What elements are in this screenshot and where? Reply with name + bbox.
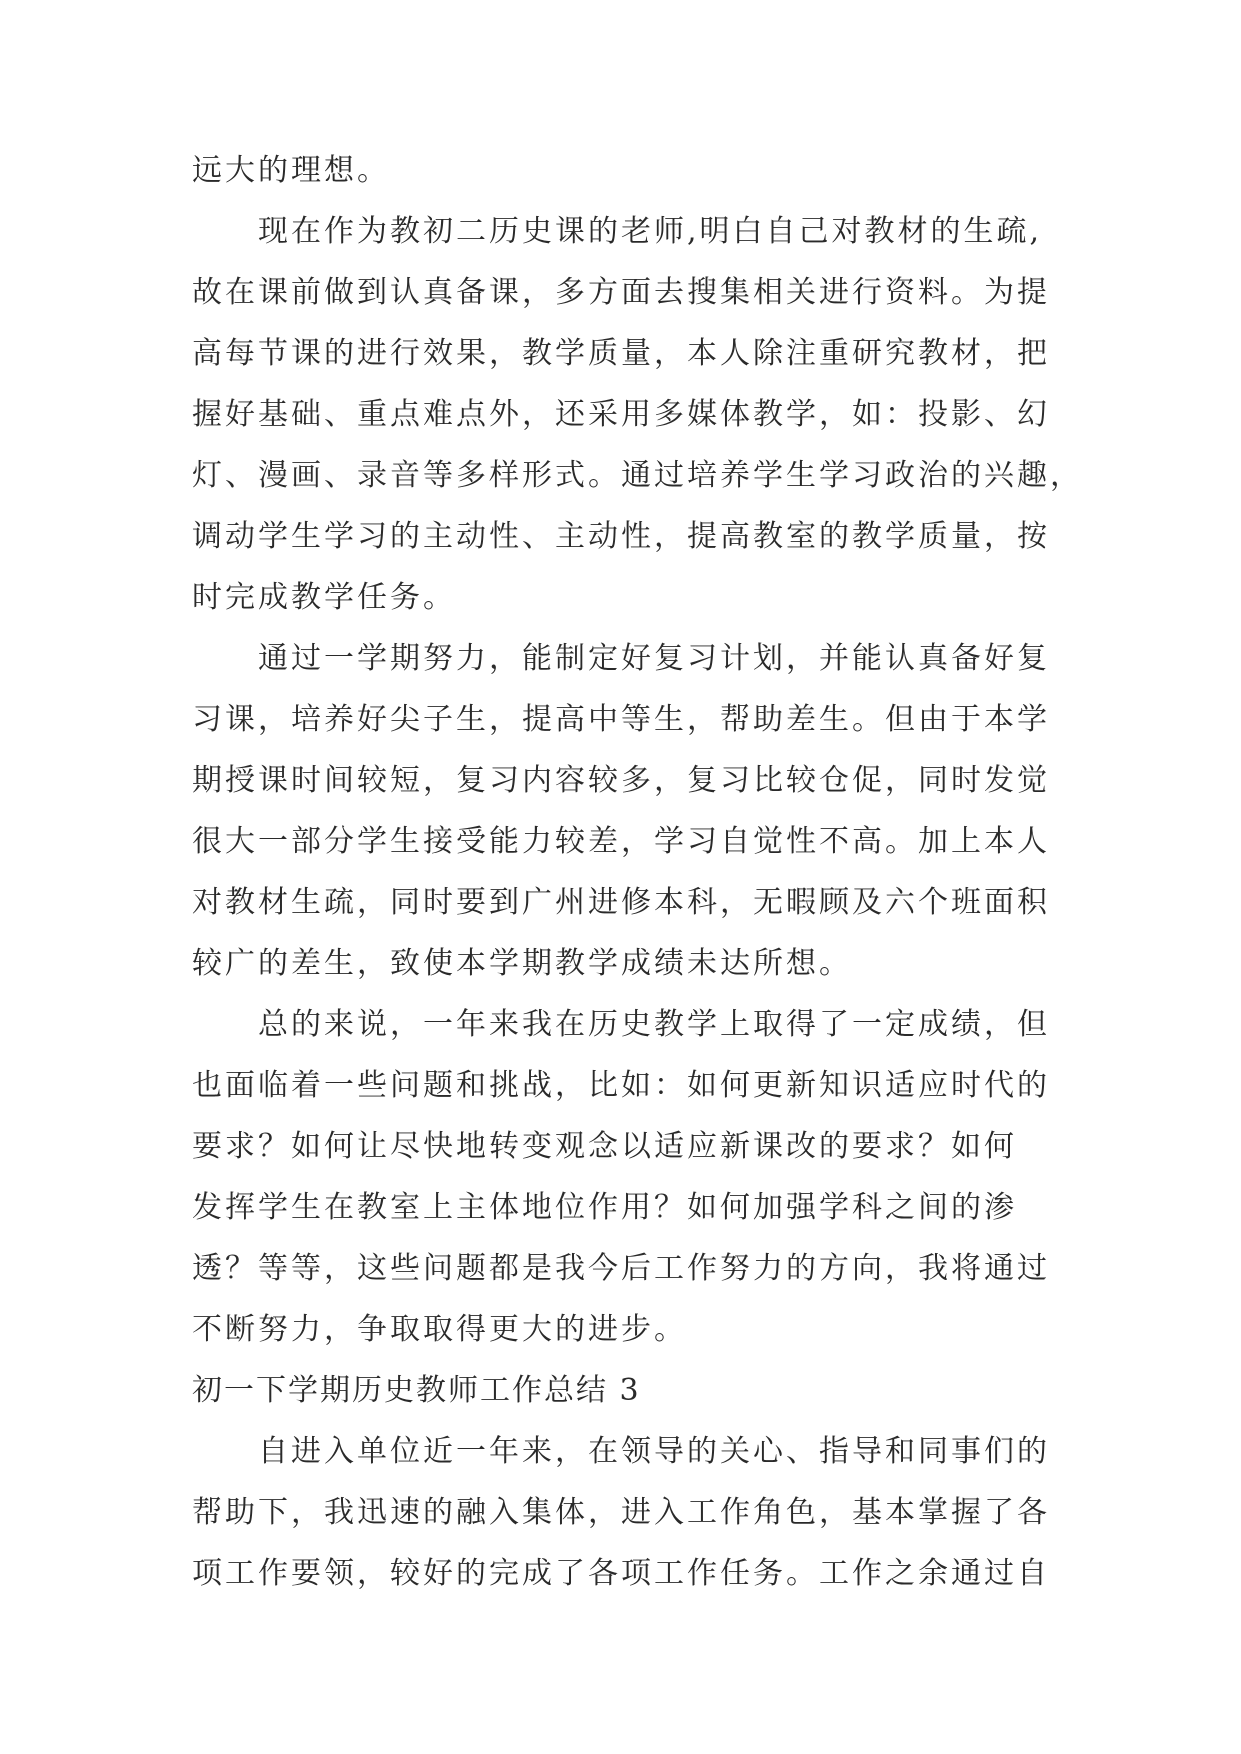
paragraph-line: 对教材生疏，同时要到广州进修本科，无暇顾及六个班面积 <box>192 885 1050 920</box>
paragraph-4 <box>192 994 1082 1360</box>
section-heading: 初一下学期历史教师工作总结 3 <box>192 1373 641 1408</box>
paragraph-line: 远大的理想。 <box>192 153 390 188</box>
paragraph-1 <box>192 140 1082 201</box>
paragraph-line: 自进入单位近一年来，在领导的关心、指导和同事们的 <box>192 1434 1050 1469</box>
paragraph-line: 发挥学生在教室上主体地位作用？如何加强学科之间的渗 <box>192 1190 1017 1225</box>
paragraph-line: 要求？如何让尽快地转变观念以适应新课改的要求？如何 <box>192 1129 1017 1164</box>
paragraph-2 <box>192 201 1082 628</box>
paragraph-line: 透？等等，这些问题都是我今后工作努力的方向，我将通过 <box>192 1251 1050 1286</box>
document-page <box>192 140 1082 1604</box>
paragraph-line: 调动学生学习的主动性、主动性，提高教室的教学质量，按 <box>192 519 1050 554</box>
paragraph-line: 灯、漫画、录音等多样形式。通过培养学生学习政治的兴趣， <box>192 458 1083 493</box>
paragraph-5 <box>192 1421 1082 1604</box>
paragraph-line: 不断努力，争取取得更大的进步。 <box>192 1312 687 1347</box>
paragraph-3 <box>192 628 1082 994</box>
paragraph-line: 高每节课的进行效果，教学质量，本人除注重研究教材，把 <box>192 336 1050 371</box>
paragraph-line: 时完成教学任务。 <box>192 580 456 615</box>
paragraph-line: 帮助下，我迅速的融入集体，进入工作角色，基本掌握了各 <box>192 1495 1050 1530</box>
paragraph-line: 通过一学期努力，能制定好复习计划，并能认真备好复 <box>192 641 1050 676</box>
paragraph-line: 较广的差生，致使本学期教学成绩未达所想。 <box>192 946 852 981</box>
paragraph-line: 项工作要领，较好的完成了各项工作任务。工作之余通过自 <box>192 1556 1050 1591</box>
paragraph-line: 也面临着一些问题和挑战，比如：如何更新知识适应时代的 <box>192 1068 1050 1103</box>
paragraph-line: 期授课时间较短，复习内容较多，复习比较仓促，同时发觉 <box>192 763 1050 798</box>
paragraph-line: 很大一部分学生接受能力较差，学习自觉性不高。加上本人 <box>192 824 1050 859</box>
paragraph-line: 现在作为教初二历史课的老师,明白自己对教材的生疏, <box>192 214 1043 249</box>
paragraph-line: 握好基础、重点难点外，还采用多媒体教学，如：投影、幻 <box>192 397 1050 432</box>
paragraph-line: 故在课前做到认真备课，多方面去搜集相关进行资料。为提 <box>192 275 1050 310</box>
paragraph-line: 习课，培养好尖子生，提高中等生，帮助差生。但由于本学 <box>192 702 1050 737</box>
paragraph-line: 总的来说，一年来我在历史教学上取得了一定成绩，但 <box>192 1007 1050 1042</box>
